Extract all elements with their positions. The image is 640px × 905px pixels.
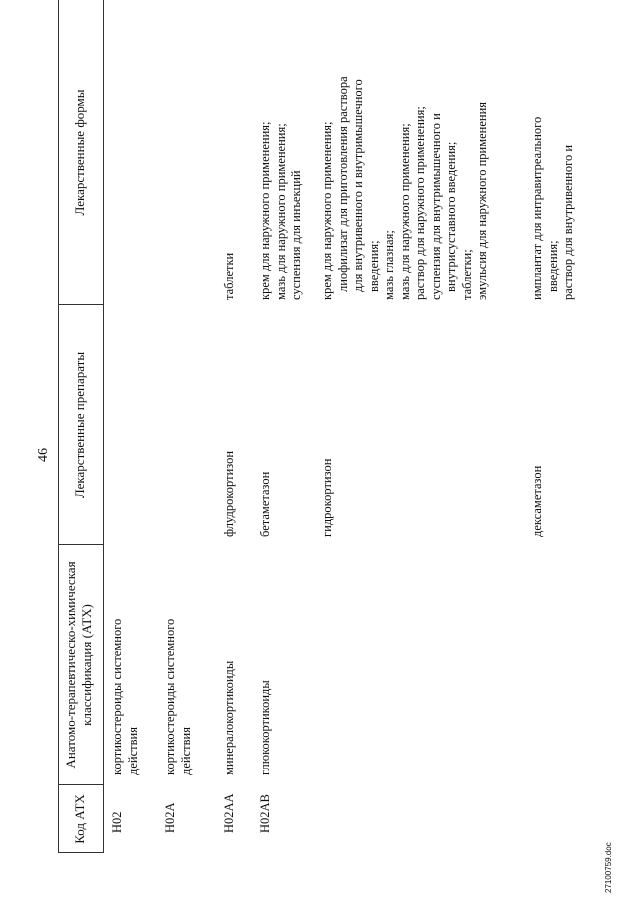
row-1-atc — [110, 619, 141, 775]
row-2-atc-line-2: действия — [178, 727, 193, 775]
row-5-form-line-10: таблетки; — [459, 249, 474, 300]
row-1-atc-line-1: кортикостероиды системного — [110, 618, 124, 775]
row-5-form-line-8: суспензия для внутримышечного и — [428, 113, 443, 300]
row-5-form-line-11: эмульсия для наружного применения — [475, 101, 489, 300]
row-4-form-line-1: крем для наружного применения; — [258, 121, 272, 300]
row-6-form-line-1: имплантат для интравитреального — [530, 116, 544, 300]
row-5-form-line-7: раствор для наружного применения; — [413, 106, 427, 300]
header-forms: Лекарственные формы — [72, 89, 87, 216]
row-5-forms — [320, 76, 491, 300]
row-5-form-line-6: мазь для наружного применения; — [397, 123, 412, 300]
row-5-form-line-5: мазь глазная; — [382, 230, 396, 300]
header-code: Код АТХ — [72, 794, 87, 844]
row-2-atc — [163, 619, 194, 775]
row-2-code: H02A — [163, 802, 177, 833]
row-5-form-line-4: введения; — [366, 240, 381, 292]
row-6-form-line-2: введения; — [545, 240, 560, 292]
row-5-form-line-3: для внутривенного и внутримышечного — [351, 79, 365, 292]
row-3-code: H02AA — [222, 793, 236, 833]
table-top-rule — [58, 0, 59, 853]
row-1-code: H02 — [110, 811, 124, 833]
row-4-form-line-3: суспензия для инъекций — [289, 170, 303, 300]
row-3-drug: флудрокортизон — [222, 450, 236, 537]
row-3-atc — [222, 661, 238, 775]
row-5-form-line-9: внутрисуставного введения; — [444, 141, 458, 292]
row-3-atc-line-1: минералокортикоиды — [222, 660, 236, 775]
document-filename: 27100759.doc — [604, 842, 613, 893]
header-drugs: Лекарственные препараты — [72, 351, 87, 499]
page-number: 46 — [36, 448, 51, 462]
row-3-forms — [222, 253, 238, 300]
header-atc-line-1: Анатомо-терапевтическо-химическая — [63, 561, 78, 769]
row-4-atc — [258, 680, 274, 775]
row-6-drug: дексаметазон — [530, 465, 544, 537]
row-6-forms — [530, 117, 577, 300]
header-atc-line-2: классификация (АТХ) — [79, 604, 94, 726]
header-bottom-rule — [103, 0, 104, 853]
row-4-forms — [258, 122, 305, 300]
row-3-form-line-1: таблетки — [222, 252, 236, 300]
row-5-drug: гидрокортизон — [320, 458, 334, 537]
row-4-drug: бетаметазон — [258, 471, 272, 537]
row-6-form-line-3: раствор для внутривенного и — [561, 144, 575, 300]
row-1-atc-line-2: действия — [125, 727, 140, 775]
row-4-atc-line-1: глюкокортикоиды — [258, 680, 272, 775]
row-5-form-line-2: лиофилизат для приготовления раствора — [335, 76, 350, 292]
row-4-code: H02AB — [258, 794, 272, 833]
header-atc — [63, 545, 95, 785]
row-2-atc-line-1: кортикостероиды системного — [163, 618, 177, 775]
row-4-form-line-2: мазь для наружного применения; — [273, 123, 288, 300]
row-5-form-line-1: крем для наружного применения; — [320, 121, 334, 300]
